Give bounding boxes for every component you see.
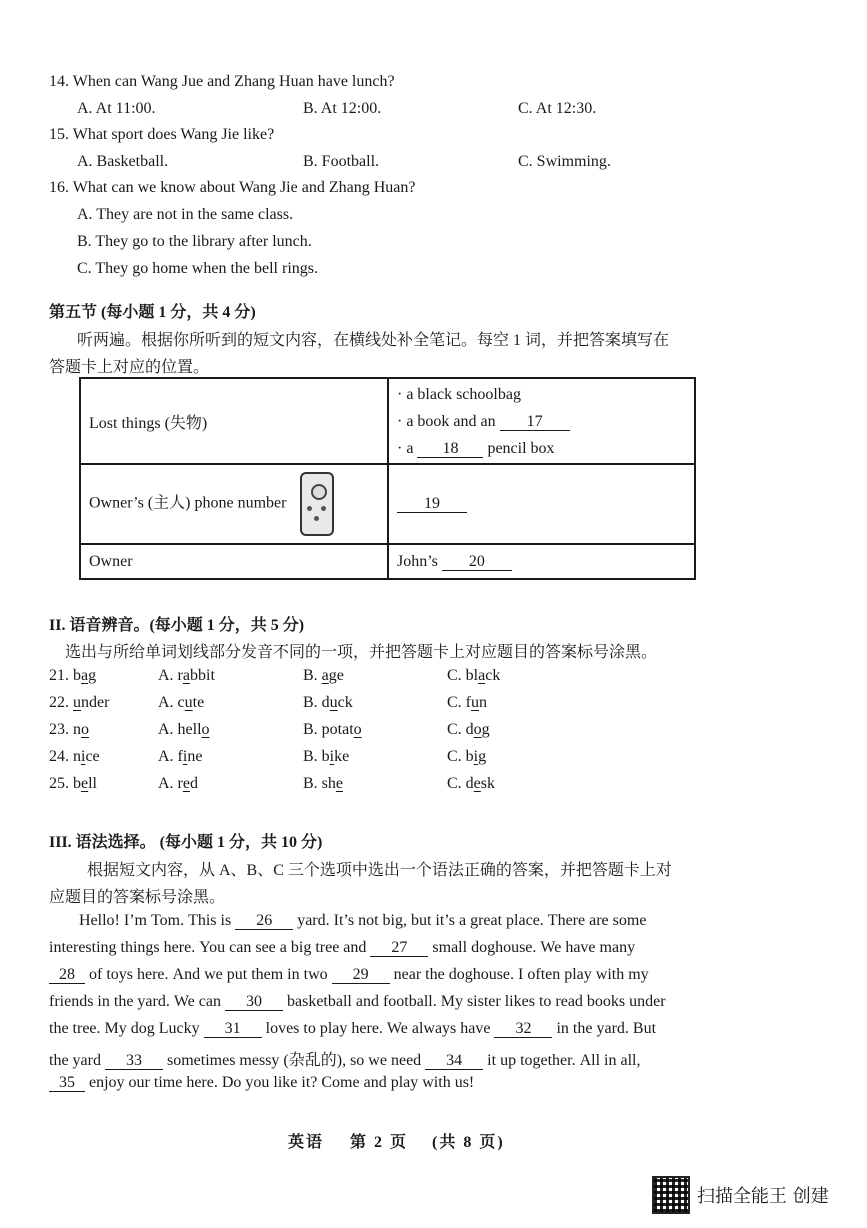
table-row <box>80 544 695 579</box>
blank-33: 33 <box>105 1052 163 1070</box>
lost-things-items <box>388 378 695 464</box>
phonetic-word: 22. under <box>49 694 110 711</box>
blank-17: 17 <box>500 413 570 431</box>
qr-code-icon <box>652 1176 690 1214</box>
q14-option-a: A. At 11:00. <box>77 100 156 117</box>
phonetic-word: 23. no <box>49 721 89 738</box>
part2-title: II. 语音辨音。(每小题 1 分，共 5 分) <box>49 617 305 634</box>
passage-line: Hello! I’m Tom. This is 26 yard. It’s not big, but it’s a great place. There are some <box>79 912 647 929</box>
section5-instruction-line1: 听两遍。根据你所听到的短文内容，在横线处补全笔记。每空 1 词，并把答案填写在 <box>77 332 670 349</box>
passage-line: 28 of toys here. And we put them in two 29 near the doghouse. I often play with my <box>49 966 649 984</box>
item-pencil-box: · a 18 pencil box <box>397 439 555 457</box>
blank-19: 19 <box>397 495 467 513</box>
blank-34: 34 <box>425 1052 483 1070</box>
blank-31: 31 <box>204 1020 262 1038</box>
part3-title: III. 语法选择。 (每小题 1 分，共 10 分) <box>49 834 323 851</box>
owner-label: Owner <box>80 544 388 579</box>
section5-instruction-line2: 答题卡上对应的位置。 <box>49 359 210 376</box>
scanner-watermark: 扫描全能王 创建 <box>697 1186 829 1207</box>
q14-option-b: B. At 12:00. <box>303 100 382 117</box>
phonetic-option-a: A. rabbit <box>158 667 215 684</box>
item-book: · a book and an 17 <box>397 408 686 435</box>
item-schoolbag: · a black schoolbag <box>397 385 521 403</box>
q14-option-c: C. At 12:30. <box>518 100 597 117</box>
passage-line: interesting things here. You can see a big tree and 27 small doghouse. We have many <box>49 939 636 956</box>
q16-option-c: C. They go home when the bell rings. <box>77 260 318 277</box>
blank-18: 18 <box>417 440 483 458</box>
mobile-phone-icon <box>300 472 334 536</box>
phone-number-label-cell <box>80 464 388 544</box>
q16-option-b: B. They go to the library after lunch. <box>77 233 312 250</box>
blank-35: 35 <box>49 1074 85 1092</box>
phonetic-option-c: C. desk <box>447 775 496 792</box>
q16-stem: 16. What can we know about Wang Jie and Zhang Huan? <box>49 179 416 196</box>
table-row <box>80 378 695 464</box>
q15-option-a: A. Basketball. <box>77 153 169 170</box>
phonetic-option-a: A. red <box>158 775 198 792</box>
phonetic-option-c: C. dog <box>447 721 490 738</box>
phone-number-value <box>388 464 695 544</box>
table-row <box>80 464 695 544</box>
phonetic-option-a: A. hello <box>158 721 210 738</box>
phonetic-option-a: A. cute <box>158 694 205 711</box>
part2-instruction: 选出与所给单词划线部分发音不同的一项，并把答题卡上对应题目的答案标号涂黑。 <box>65 644 658 661</box>
phonetic-option-b: B. duck <box>303 694 353 711</box>
blank-30: 30 <box>225 993 283 1011</box>
footer-page: 第 2 页 <box>350 1134 409 1151</box>
passage-line: friends in the yard. We can 30 basketball and football. My sister likes to read books under <box>49 993 666 1010</box>
footer-total: (共 8 页) <box>432 1134 505 1151</box>
phonetic-option-c: C. fun <box>447 694 487 711</box>
phonetic-option-c: C. big <box>447 748 487 765</box>
blank-20: 20 <box>442 553 512 571</box>
passage-line: 35 enjoy our time here. Do you like it? Come and play with us! <box>49 1074 474 1092</box>
footer-subject: 英语 <box>288 1134 325 1151</box>
q14-stem: 14. When can Wang Jue and Zhang Huan have lunch? <box>49 73 395 90</box>
blank-29: 29 <box>332 966 390 984</box>
passage-line: the tree. My dog Lucky 31 loves to play here. We always have 32 in the yard. But <box>49 1020 657 1037</box>
phonetic-option-b: B. bike <box>303 748 350 765</box>
phonetic-option-b: B. she <box>303 775 344 792</box>
phonetic-word: 24. nice <box>49 748 100 765</box>
section5-title: 第五节 (每小题 1 分，共 4 分) <box>49 304 256 321</box>
phonetic-word: 21. bag <box>49 667 97 684</box>
passage-line: the yard 33 sometimes messy (杂乱的), so we need 34 it up together. All in all, <box>49 1052 641 1069</box>
blank-28: 28 <box>49 966 85 984</box>
part3-instruction-line2: 应题目的答案标号涂黑。 <box>49 889 226 906</box>
q15-option-b: B. Football. <box>303 153 380 170</box>
part3-instruction-line1: 根据短文内容，从 A、B、C 三个选项中选出一个语法正确的答案，并把答题卡上对 <box>87 862 672 879</box>
q15-option-c: C. Swimming. <box>518 153 611 170</box>
phonetic-option-a: A. fine <box>158 748 203 765</box>
blank-27: 27 <box>370 939 428 957</box>
blank-26: 26 <box>235 912 293 930</box>
lost-things-table <box>79 377 696 580</box>
lost-things-label: Lost things (失物) <box>80 378 388 464</box>
phone-number-label: Owner’s (主人) phone number <box>89 494 287 512</box>
phonetic-option-c: C. black <box>447 667 501 684</box>
phonetic-word: 25. bell <box>49 775 97 792</box>
q16-option-a: A. They are not in the same class. <box>77 206 294 223</box>
phonetic-option-b: B. age <box>303 667 344 684</box>
owner-value: John’s 20 <box>388 544 695 579</box>
blank-32: 32 <box>494 1020 552 1038</box>
phonetic-option-b: B. potato <box>303 721 362 738</box>
q15-stem: 15. What sport does Wang Jie like? <box>49 126 275 143</box>
